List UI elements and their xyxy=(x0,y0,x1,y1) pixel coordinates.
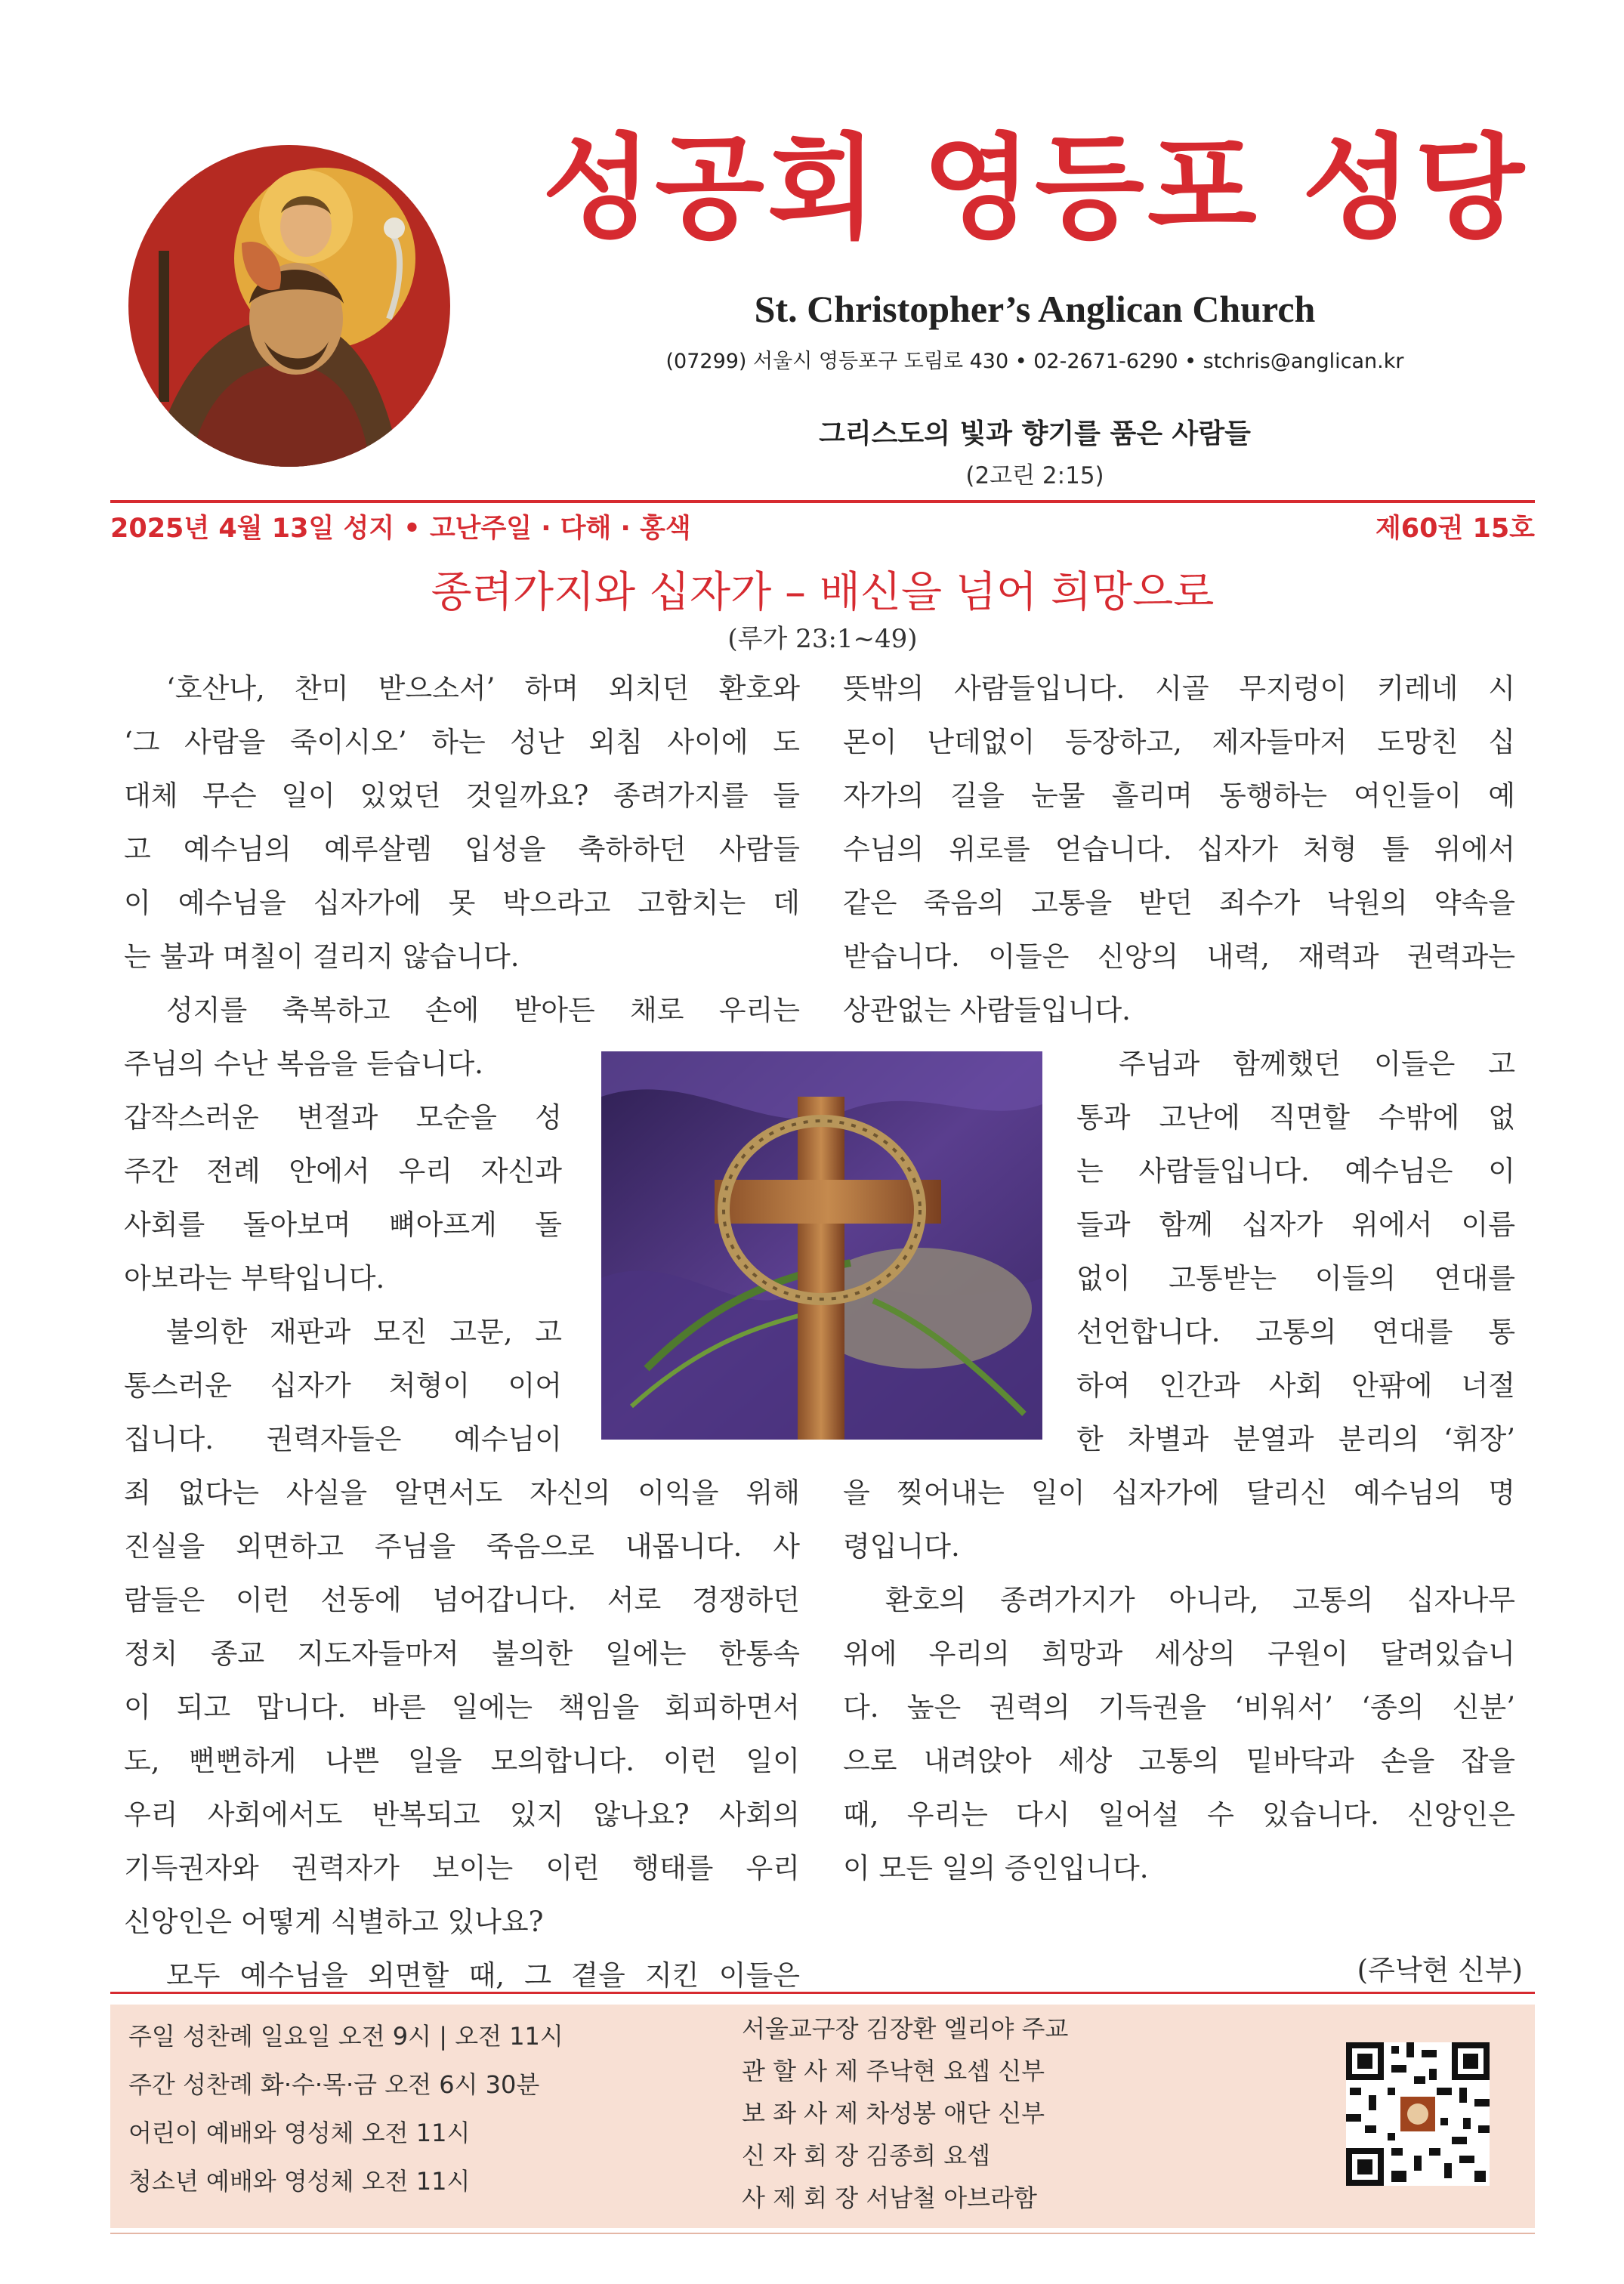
text-line: 같은 죽음의 고통을 받던 죄수가 낙원의 약속을 xyxy=(843,887,1515,919)
sermon-scripture-reference: (루가 23:1~49) xyxy=(727,624,918,654)
text-line: 한 차별과 분열과 분리의 ‘휘장’ xyxy=(1076,1423,1515,1455)
text-line: 때, 우리는 다시 일어설 수 있습니다. 신앙인은 xyxy=(843,1798,1515,1831)
text-line: 고 예수님의 예루살렘 입성을 축하하던 사람들 xyxy=(124,833,800,866)
text-line: 하여 인간과 사회 안팎에 너절 xyxy=(1076,1369,1515,1402)
service-item: 주간 성찬례 화·수·목·금 오전 6시 30분 xyxy=(128,2070,540,2099)
cross-with-thorns-photo xyxy=(601,1051,1042,1440)
text-line: 진실을 외면하고 주님을 죽음으로 내몹니다. 사 xyxy=(124,1530,800,1563)
text-line: 모두 예수님을 외면할 때, 그 곁을 지킨 이들은 xyxy=(166,1959,800,1992)
clergy-item: 사 제 회 장 서남철 아브라함 xyxy=(742,2184,1037,2212)
service-item: 주일 성찬례 일요일 오전 9시 | 오전 11시 xyxy=(128,2022,563,2051)
footer-bottom-rule xyxy=(110,2233,1535,2234)
text-line: 죄 없다는 사실을 알면서도 자신의 이익을 위해 xyxy=(124,1477,800,1509)
text-line: ‘그 사람을 죽이시오’ 하는 성난 외침 사이에 도 xyxy=(124,726,800,758)
text-line: 아보라는 부탁입니다. xyxy=(124,1262,385,1295)
service-item: 어린이 예배와 영성체 오전 11시 xyxy=(128,2119,471,2147)
sermon-column-left-top xyxy=(124,662,800,1037)
service-schedule xyxy=(128,2012,563,2205)
text-line: 정치 종교 지도자들마저 불의한 일에는 한통속 xyxy=(124,1637,800,1670)
text-line: 이 모든 일의 증인입니다. xyxy=(843,1852,1149,1884)
text-line: 자가의 길을 눈물 흘리며 동행하는 여인들이 예 xyxy=(843,779,1515,812)
clergy-list xyxy=(742,2008,1068,2219)
text-line: 령입니다. xyxy=(843,1530,960,1563)
church-motto: 그리스도의 빛과 향기를 품은 사람들 xyxy=(819,418,1251,449)
text-line: 수님의 위로를 얻습니다. 십자가 처형 틀 위에서 xyxy=(843,833,1515,866)
text-line: 불의한 재판과 모진 고문, 고 xyxy=(166,1316,562,1348)
text-line: 위에 우리의 희망과 세상의 구원이 달려있습니 xyxy=(843,1637,1515,1670)
clergy-item: 신 자 회 장 김종희 요셉 xyxy=(742,2141,991,2170)
text-line: 신앙인은 어떻게 식별하고 있나요? xyxy=(124,1906,544,1938)
text-line: 는 불과 며칠이 걸리지 않습니다. xyxy=(124,940,520,973)
text-line: 우리 사회에서도 반복되고 있지 않나요? 사회의 xyxy=(124,1798,800,1831)
sermon-title: 종려가지와 십자가 – 배신을 넘어 희망으로 xyxy=(431,568,1215,617)
issue-date: 2025년 4월 13일 성지 • 고난주일 · 다해 · 홍색 xyxy=(110,514,691,544)
footer-divider xyxy=(110,1992,1535,1994)
text-line: 집니다. 권력자들은 예수님이 xyxy=(124,1423,562,1455)
text-line: 주님의 수난 복음을 듣습니다. xyxy=(124,1048,483,1080)
text-line: 대체 무슨 일이 있었던 것일까요? 종려가지를 들 xyxy=(124,779,800,812)
text-line: 사회를 돌아보며 뼈아프게 돌 xyxy=(124,1208,562,1241)
sermon-column-left-wrap xyxy=(124,1037,562,1466)
service-item: 청소년 예배와 영성체 오전 11시 xyxy=(128,2167,471,2196)
sermon-column-right-top xyxy=(843,662,1515,1037)
text-line: ‘호산나, 찬미 받으소서’ 하며 외치던 환호와 xyxy=(166,672,800,705)
text-line: 성지를 축복하고 손에 받아든 채로 우리는 xyxy=(166,994,800,1026)
text-line: 환호의 종려가지가 아니라, 고통의 십자나무 xyxy=(885,1584,1515,1616)
text-line: 들과 함께 십자가 위에서 이름 xyxy=(1076,1208,1515,1241)
text-line: 으로 내려앉아 세상 고통의 밑바닥과 손을 잡을 xyxy=(843,1745,1515,1777)
header-divider xyxy=(110,500,1535,503)
text-line: 주님과 함께했던 이들은 고 xyxy=(1119,1048,1515,1080)
text-line: 기득권자와 권력자가 보이는 이런 행태를 우리 xyxy=(124,1852,800,1884)
text-line: 을 찢어내는 일이 십자가에 달리신 예수님의 명 xyxy=(843,1477,1515,1509)
text-line: 도, 뻔뻔하게 나쁜 일을 모의합니다. 이런 일이 xyxy=(124,1745,800,1777)
motto-reference: (2고린 2:15) xyxy=(965,462,1104,489)
church-title-korean: 성공회 영등포 성당 xyxy=(542,123,1527,255)
sermon-column-left-bottom xyxy=(124,1466,800,2002)
text-line: 다. 높은 권력의 기득권을 ‘비워서’ ‘종의 신분’ xyxy=(843,1691,1515,1724)
clergy-item: 서울교구장 김장환 엘리야 주교 xyxy=(742,2014,1069,2043)
text-line: 통과 고난에 직면할 수밖에 없 xyxy=(1076,1101,1515,1134)
church-address: (07299) 서울시 영등포구 도림로 430 • 02-2671-6290 • stchris@anglican.kr xyxy=(665,350,1404,373)
text-line: 람들은 이런 선동에 넘어갑니다. 서로 경쟁하던 xyxy=(124,1584,800,1616)
clergy-item: 보 좌 사 제 차성봉 애단 신부 xyxy=(742,2099,1045,2128)
text-line: 몬이 난데없이 등장하고, 제자들마저 도망친 십 xyxy=(843,726,1515,758)
text-line: 갑작스러운 변절과 모순을 성 xyxy=(124,1101,562,1134)
text-line: 상관없는 사람들입니다. xyxy=(843,994,1131,1026)
text-line: 이 예수님을 십자가에 못 박으라고 고함치는 데 xyxy=(124,887,800,919)
issue-number: 제60권 15호 xyxy=(1375,514,1535,544)
qr-code[interactable] xyxy=(1346,2042,1490,2186)
text-line: 선언합니다. 고통의 연대를 통 xyxy=(1076,1316,1515,1348)
text-line: 뜻밖의 사람들입니다. 시골 무지렁이 키레네 시 xyxy=(843,672,1515,705)
clergy-item: 관 할 사 제 주낙현 요셉 신부 xyxy=(742,2057,1045,2085)
text-line: 받습니다. 이들은 신앙의 내력, 재력과 권력과는 xyxy=(843,940,1515,973)
sermon-column-right-wrap xyxy=(1076,1037,1515,1466)
text-line: 주간 전례 안에서 우리 자신과 xyxy=(124,1155,562,1187)
text-line: 없이 고통받는 이들의 연대를 xyxy=(1076,1262,1515,1295)
sermon-column-right-bottom xyxy=(843,1466,1515,1895)
text-line: 는 사람들입니다. 예수님은 이 xyxy=(1076,1155,1515,1187)
church-title-english: St. Christopher’s Anglican Church xyxy=(754,288,1316,330)
church-icon-image xyxy=(128,145,450,467)
text-line: 이 되고 맙니다. 바른 일에는 책임을 회피하면서 xyxy=(124,1691,800,1724)
text-line: 통스러운 십자가 처형이 이어 xyxy=(124,1369,562,1402)
sermon-author: (주낙현 신부) xyxy=(1357,1954,1523,1986)
